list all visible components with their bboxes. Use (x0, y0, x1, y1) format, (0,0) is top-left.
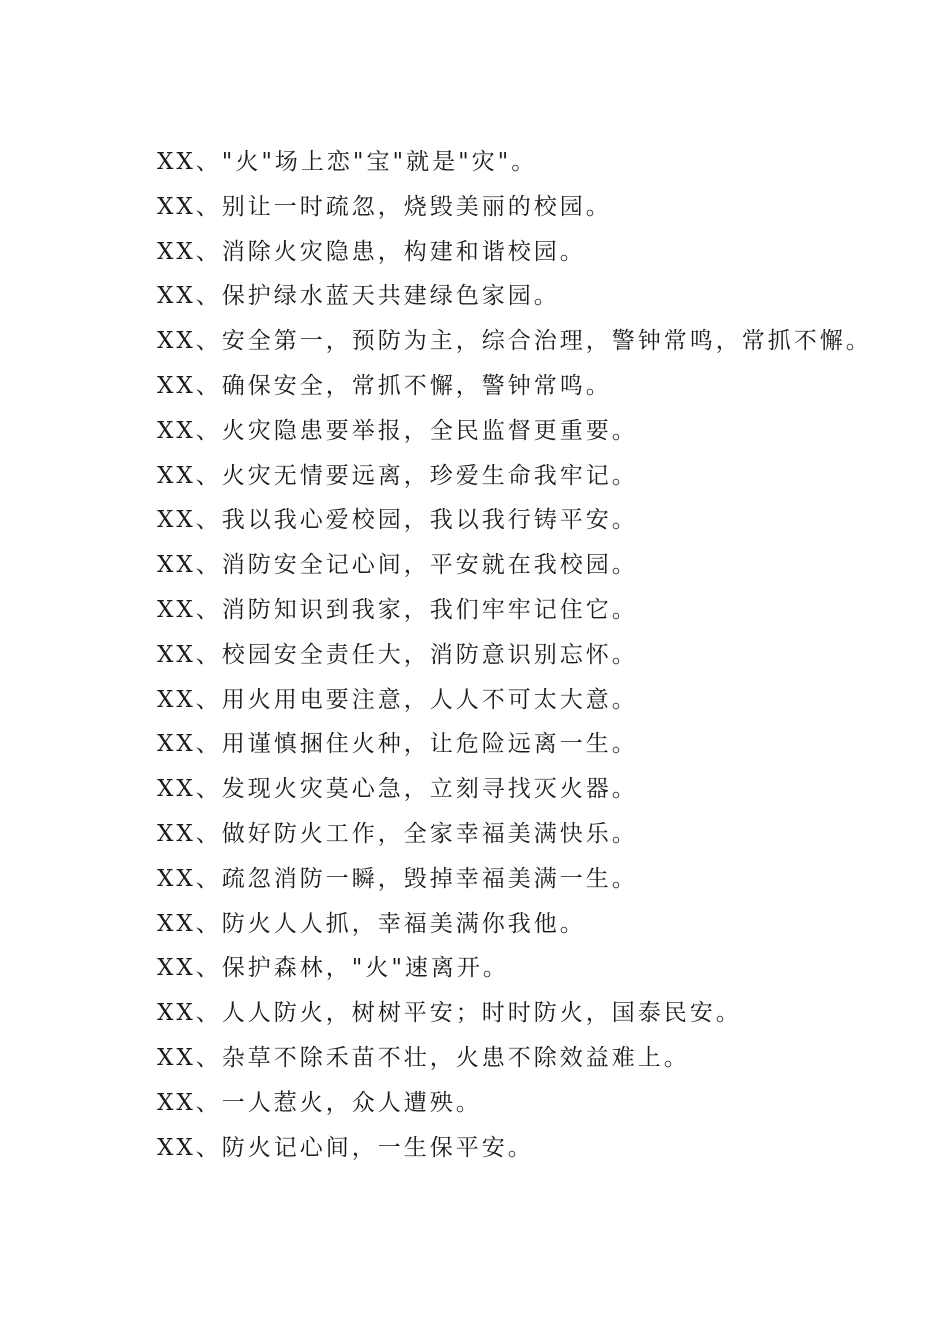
slogan-line: XX、消除火灾隐患，构建和谐校园。 (157, 238, 586, 265)
slogan-line: XX、消防安全记心间，平安就在我校园。 (157, 552, 638, 579)
slogan-line: XX、防火记心间，一生保平安。 (157, 1134, 534, 1161)
slogan-line: XX、用火用电要注意，人人不可太大意。 (157, 686, 638, 713)
slogan-line: XX、一人惹火，众人遭殃。 (157, 1089, 482, 1116)
slogan-line: XX、火灾无情要远离，珍爱生命我牢记。 (157, 462, 638, 489)
slogan-line: XX、我以我心爱校园，我以我行铸平安。 (157, 507, 638, 534)
slogan-line: XX、校园安全责任大，消防意识别忘怀。 (157, 641, 638, 668)
slogan-line: XX、安全第一，预防为主，综合治理，警钟常鸣，常抓不懈。 (157, 328, 872, 355)
slogan-line: XX、疏忽消防一瞬，毁掉幸福美满一生。 (157, 865, 638, 892)
slogan-list (157, 140, 917, 1170)
slogan-line: XX、人人防火，树树平安；时时防火，国泰民安。 (157, 1000, 742, 1027)
slogan-line: XX、防火人人抓，幸福美满你我他。 (157, 910, 586, 937)
slogan-line: XX、消防知识到我家，我们牢牢记住它。 (157, 596, 638, 623)
slogan-line: XX、用谨慎捆住火种，让危险远离一生。 (157, 731, 638, 758)
slogan-line: XX、保护绿水蓝天共建绿色家园。 (157, 283, 560, 310)
slogan-line: XX、发现火灾莫心急，立刻寻找灭火器。 (157, 776, 638, 803)
slogan-line: XX、火灾隐患要举报，全民监督更重要。 (157, 417, 638, 444)
slogan-line: XX、保护森林，"火"速离开。 (157, 955, 509, 982)
slogan-line: XX、别让一时疏忽，烧毁美丽的校园。 (157, 193, 612, 220)
slogan-line: XX、"火"场上恋"宝"就是"灾"。 (157, 149, 538, 175)
slogan-line: XX、杂草不除禾苗不壮，火患不除效益难上。 (157, 1044, 690, 1071)
slogan-line: XX、做好防火工作，全家幸福美满快乐。 (157, 820, 638, 847)
slogan-line: XX、确保安全，常抓不懈，警钟常鸣。 (157, 372, 612, 399)
